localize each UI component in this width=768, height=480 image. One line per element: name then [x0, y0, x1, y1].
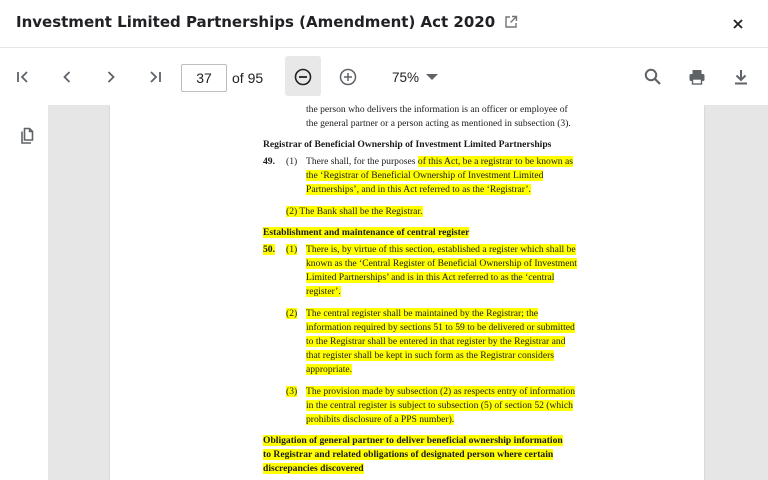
highlight: Partnerships’, and in this Act referred to as the ‘Registrar’. [306, 184, 531, 195]
text-line [306, 155, 620, 169]
highlight: register’. [306, 286, 341, 297]
prev-page-icon [60, 70, 74, 84]
print-icon [688, 68, 706, 86]
text-line [306, 285, 341, 299]
text-line [306, 243, 576, 257]
text-line [306, 307, 538, 321]
subsection-number: (1) [286, 156, 298, 167]
text-line [306, 321, 575, 335]
zoom-level[interactable]: 75% [392, 70, 420, 85]
title-bar [0, 0, 768, 48]
section-heading [263, 448, 553, 462]
highlight: (2) The Bank shall be the Registrar. [286, 206, 423, 217]
section-number [263, 243, 275, 257]
next-page-icon [104, 70, 118, 84]
text-line [306, 183, 531, 197]
section-heading [263, 434, 563, 448]
highlight: 50. [263, 244, 275, 255]
text-line [306, 349, 554, 363]
search-button[interactable] [641, 63, 665, 91]
text-line [306, 169, 543, 183]
highlight: (2) [286, 308, 298, 319]
subsection-number [286, 385, 297, 399]
open-in-new-icon[interactable] [504, 15, 518, 29]
section-heading [263, 462, 364, 476]
highlight: to the Registrar shall be entered in that register by the Registrar and [306, 336, 566, 347]
highlight: The central register shall be maintained by the Registrar; the [306, 308, 539, 319]
highlight: to Registrar and related obligations of designated person where certain [263, 449, 554, 460]
text-line [306, 363, 352, 377]
highlight: known as the ‘Central Register of Beneficial Ownership of Investment [306, 258, 577, 269]
document-title: Investment Limited Partnerships (Amendment) Act 2020 [16, 13, 496, 31]
highlight: prohibits disclosure of a PPS number). [306, 414, 455, 425]
subsection-number [286, 243, 297, 257]
close-button[interactable] [728, 14, 748, 34]
first-page-button[interactable] [11, 63, 35, 91]
page-number-input[interactable] [181, 64, 227, 92]
left-sidebar [0, 105, 48, 480]
zoom-out-icon [294, 68, 312, 86]
first-page-icon [16, 70, 30, 84]
print-button[interactable] [685, 63, 709, 91]
pdf-page [110, 105, 704, 480]
text-line: the person who delivers the information is an officer or employee of [306, 105, 568, 115]
highlight: the ‘Registrar of Beneficial Ownership of Investment Limited [306, 170, 544, 181]
text-line [306, 385, 575, 399]
page-count: of 95 [232, 70, 264, 86]
document-viewer[interactable] [48, 105, 768, 480]
text-line [306, 271, 554, 285]
highlight: of this Act, be a registrar to be known as [417, 156, 573, 167]
highlight: information required by sections 51 to 59 to be delivered or submitted [306, 322, 575, 333]
download-icon [732, 68, 750, 86]
highlight: that register shall be kept in such form as the Registrar considers [306, 350, 555, 361]
text-line [286, 205, 423, 219]
text-line [306, 413, 454, 427]
title-wrap [16, 13, 518, 31]
zoom-out-icon-wrap [291, 63, 315, 91]
highlight: The provision made by subsection (2) as respects entry of information [306, 386, 576, 397]
highlight: (1) [286, 244, 298, 255]
highlight: Obligation of general partner to deliver beneficial ownership information [263, 435, 563, 446]
section-heading: Registrar of Beneficial Ownership of Investment Limited Partnerships [263, 139, 552, 150]
highlight: discrepancies discovered [263, 463, 364, 474]
copy-pages-icon [19, 127, 35, 145]
thumbnails-button[interactable] [15, 122, 39, 150]
text-line [306, 399, 573, 413]
chevron-down-icon [425, 72, 439, 82]
search-icon [644, 68, 662, 86]
last-page-button[interactable] [143, 63, 167, 91]
zoom-in-icon [339, 68, 357, 86]
highlight: There is, by virtue of this section, established a register which shall be [306, 244, 576, 255]
highlight: appropriate. [306, 364, 353, 375]
close-icon [732, 18, 744, 30]
text-line [306, 257, 577, 271]
section-number: 49. [263, 156, 275, 167]
prev-page-button[interactable] [55, 63, 79, 91]
highlight: (3) [286, 386, 298, 397]
text-line [306, 335, 565, 349]
subsection-number [286, 307, 297, 321]
highlight: Establishment and maintenance of central register [263, 227, 470, 238]
download-button[interactable] [729, 63, 753, 91]
zoom-dropdown-button[interactable] [420, 63, 444, 91]
text-line: the general partner or a person acting as mentioned in subsection (3). [306, 118, 571, 129]
zoom-in-button[interactable] [336, 63, 360, 91]
text-run: There shall, for the purposes [306, 156, 418, 167]
highlight: in the central register is subject to subsection (5) of section 52 (which [306, 400, 573, 411]
highlight: Limited Partnerships’ and is in this Act referred to as the ‘central [306, 272, 555, 283]
last-page-icon [148, 70, 162, 84]
section-heading [263, 226, 469, 240]
next-page-button[interactable] [99, 63, 123, 91]
